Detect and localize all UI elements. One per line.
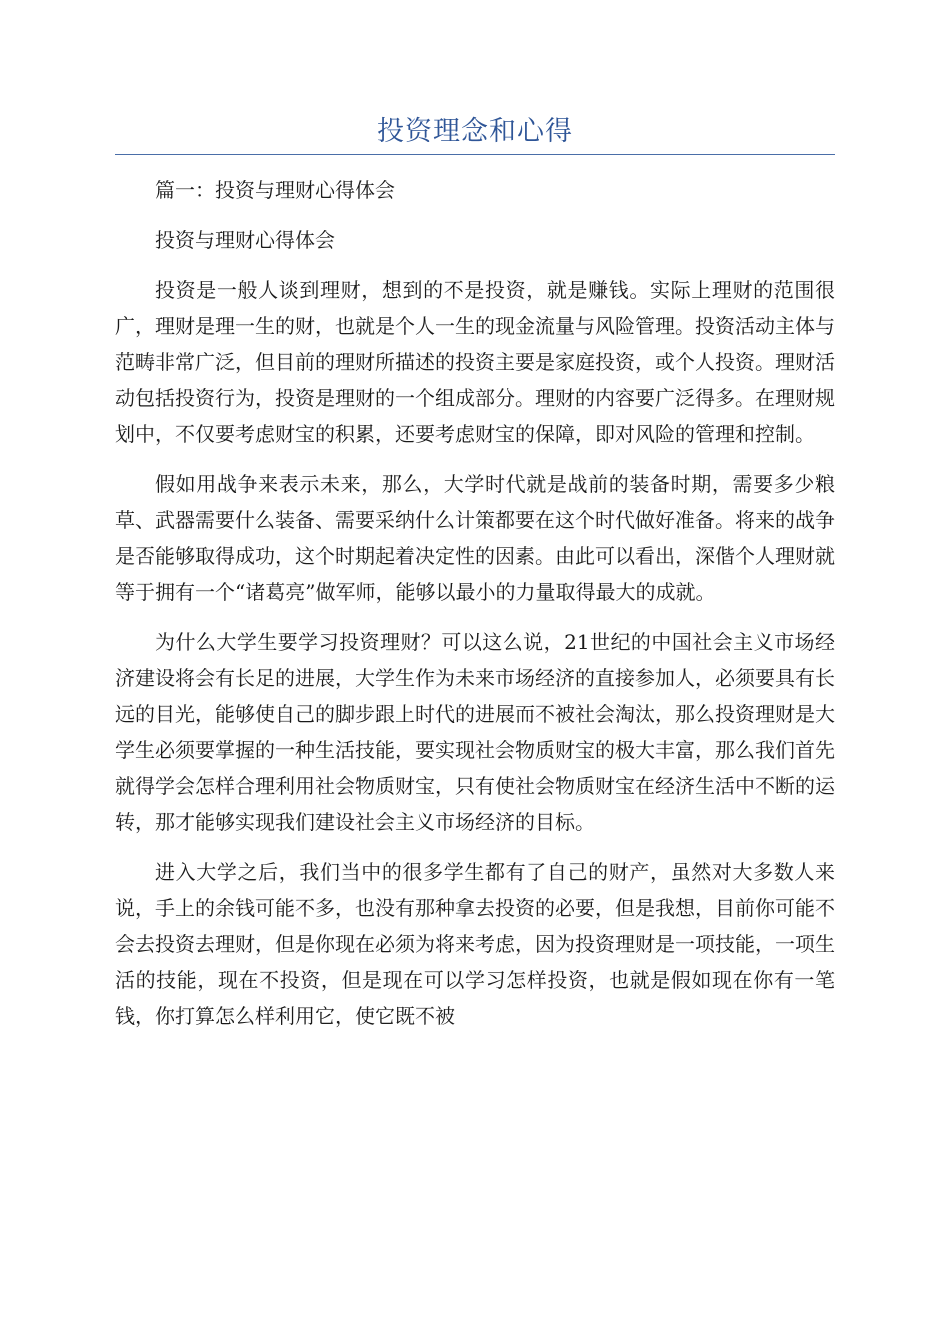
body-paragraph: 为什么大学生要学习投资理财？可以这么说，21世纪的中国社会主义市场经济建设将会有长足的进展，大学生作为未来市场经济的直接参加人，必须要具有长远的目光，能够使自己的脚步跟上时代的进展而不被社会淘汰，那么投资理财是大学生必须要掌握的一种生活技能，要实现社会物质财宝的极大丰富，那么我们首先就得学会怎样合理利用社会物质财宝，只有使社会物质财宝在经济生活中不断的运转，那才能够实现我们建设社会主义市场经济的目标。	[115, 630, 835, 834]
section-heading: 篇一：投资与理财心得体会	[155, 178, 395, 202]
document-title: 投资理念和心得	[377, 116, 573, 147]
subsection-heading: 投资与理财心得体会	[155, 228, 335, 252]
body-paragraph: 假如用战争来表示未来，那么，大学时代就是战前的装备时期，需要多少粮草、武器需要什么装备、需要采纳什么计策都要在这个时代做好准备。将来的战争是否能够取得成功，这个时期起着决定性的因素。由此可以看出，深偕个人理财就等于拥有一个“诸葛亮”做军师，能够以最小的力量取得最大的成就。	[115, 472, 835, 604]
body-paragraph: 投资是一般人谈到理财，想到的不是投资，就是赚钱。实际上理财的范围很广，理财是理一生的财，也就是个人一生的现金流量与风险管理。投资活动主体与范畴非常广泛，但目前的理财所描述的投资主要是家庭投资，或个人投资。理财活动包括投资行为，投资是理财的一个组成部分。理财的内容要广泛得多。在理财规划中，不仅要考虑财宝的积累，还要考虑财宝的保障，即对风险的管理和控制。	[115, 278, 835, 446]
document-body	[115, 172, 835, 1048]
title-underline	[115, 154, 835, 155]
body-paragraph: 进入大学之后，我们当中的很多学生都有了自己的财产，虽然对大多数人来说，手上的余钱可能不多，也没有那种拿去投资的必要，但是我想，目前你可能不会去投资去理财，但是你现在必须为将来考虑，因为投资理财是一项技能，一项生活的技能，现在不投资，但是现在可以学习怎样投资，也就是假如现在你有一笔钱，你打算怎么样利用它，使它既不被	[115, 860, 835, 1028]
